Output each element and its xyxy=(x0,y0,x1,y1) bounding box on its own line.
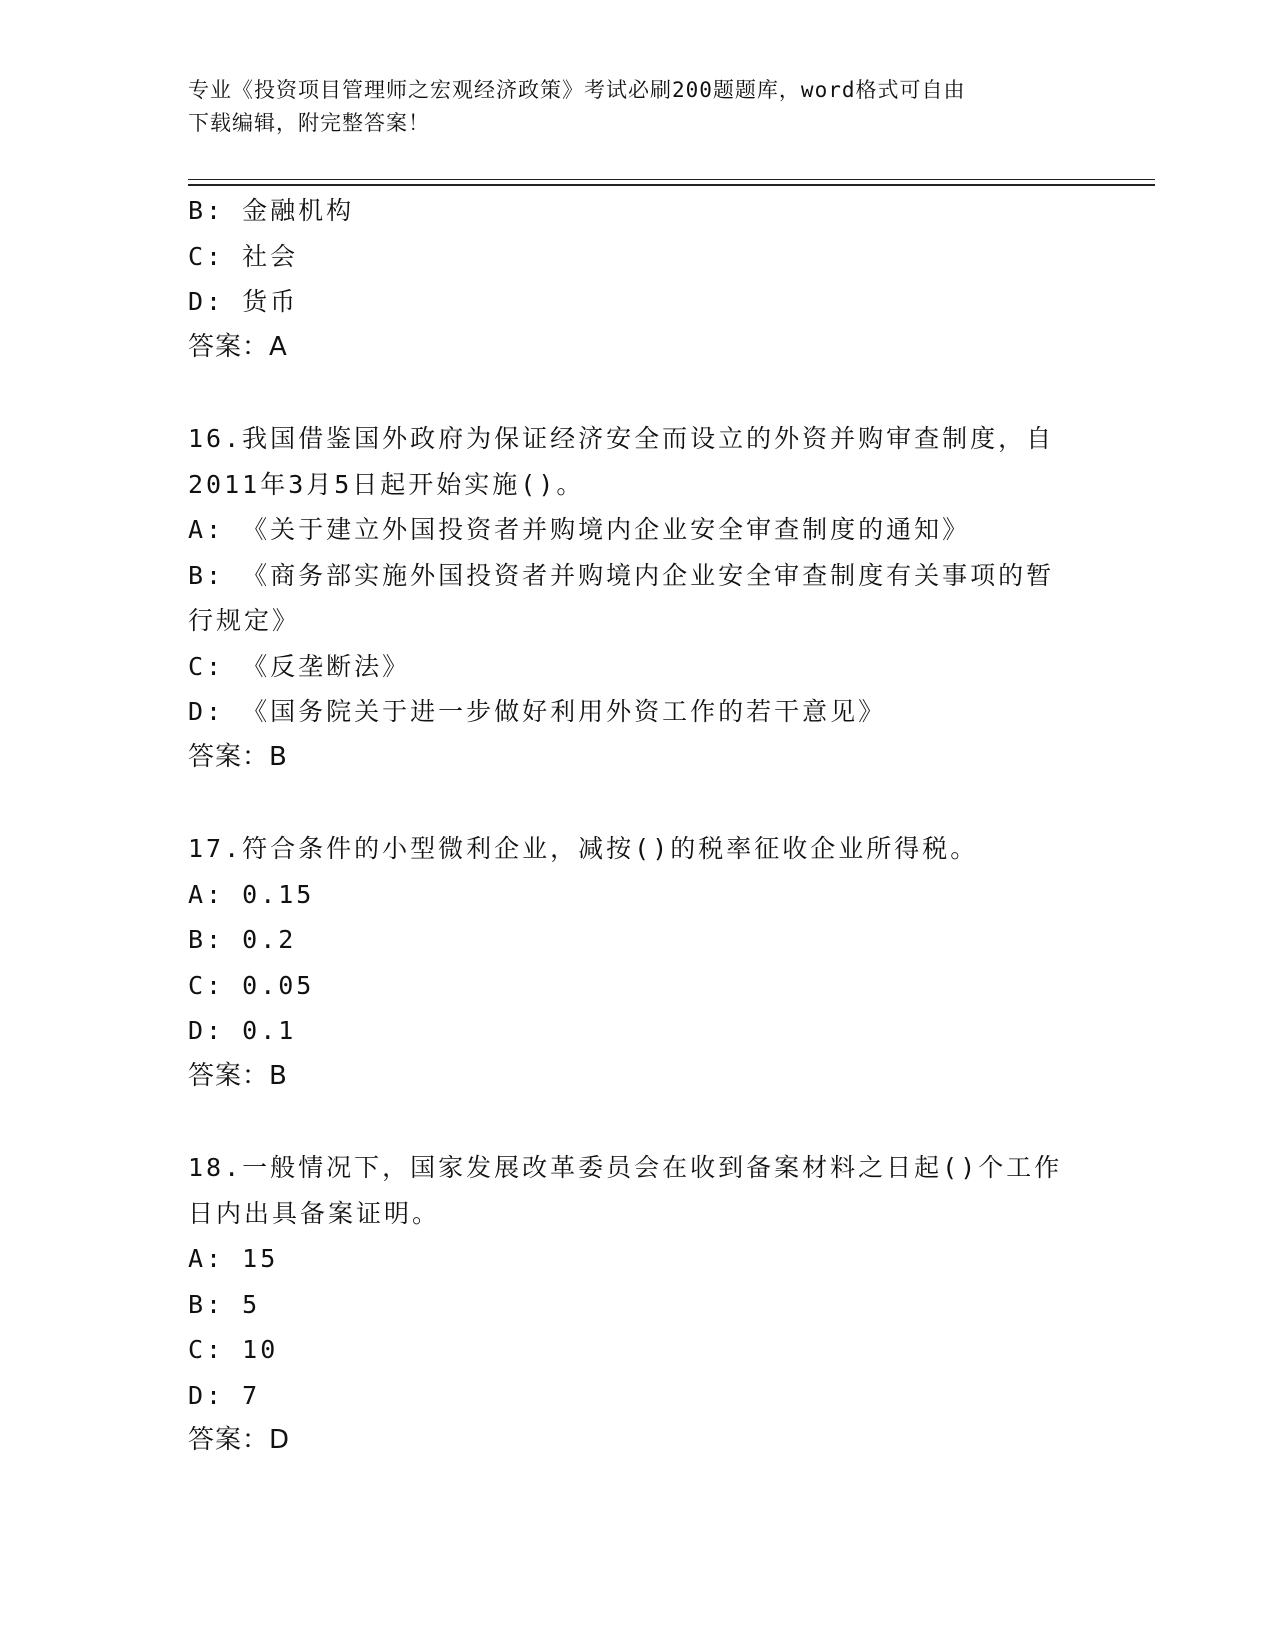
option-d: D: 货币 xyxy=(188,287,299,316)
question-stem-line: 2011年3月5日起开始实施()。 xyxy=(188,469,585,499)
option-a: A: 《关于建立外国投资者并购境内企业安全审查制度的通知》 xyxy=(188,515,971,544)
question-stem-line: 16.我国借鉴国外政府为保证经济安全而设立的外资并购审查制度，自 xyxy=(188,424,1055,453)
spacer xyxy=(188,370,1088,416)
answer-line: 答案：B xyxy=(188,741,288,772)
spacer xyxy=(188,1099,1088,1145)
question-16 xyxy=(188,416,1088,780)
option-b: B: 金融机构 xyxy=(188,196,355,225)
option-a: A: 15 xyxy=(188,1244,279,1273)
question-17 xyxy=(188,826,1088,1099)
question-content xyxy=(188,188,1088,1464)
question-18 xyxy=(188,1145,1088,1464)
answer-line: 答案：B xyxy=(188,1060,288,1091)
header-rule-thick xyxy=(188,184,1155,186)
question-stem-line: 18.一般情况下，国家发展改革委员会在收到备案材料之日起()个工作 xyxy=(188,1153,1063,1182)
option-b: B: 《商务部实施外国投资者并购境内企业安全审查制度有关事项的暂 xyxy=(188,560,1055,590)
header-line-1: 专业《投资项目管理师之宏观经济政策》考试必刷200题题库，word格式可自由 xyxy=(188,78,966,102)
document-header xyxy=(188,74,1068,140)
option-c: C: 社会 xyxy=(188,241,299,271)
answer-line: 答案：A xyxy=(188,331,288,362)
option-b: B: 5 xyxy=(188,1289,261,1319)
option-a: A: 0.15 xyxy=(188,879,315,909)
option-d: D: 7 xyxy=(188,1380,261,1410)
header-line-2: 下载编辑，附完整答案！ xyxy=(188,111,430,135)
question-stem-line: 17.符合条件的小型微利企业，减按()的税率征收企业所得税。 xyxy=(188,834,979,863)
answer-line: 答案：D xyxy=(188,1425,291,1455)
option-d: D: 《国务院关于进一步做好利用外资工作的若干意见》 xyxy=(188,697,887,726)
option-b-continued: 行规定》 xyxy=(188,606,301,635)
question-stem-line: 日内出具备案证明。 xyxy=(188,1198,441,1228)
option-c: C: 0.05 xyxy=(188,970,315,1000)
option-d: D: 0.1 xyxy=(188,1016,297,1045)
prev-question-block xyxy=(188,188,1088,370)
option-c: C: 《反垄断法》 xyxy=(188,651,411,681)
option-b: B: 0.2 xyxy=(188,925,297,954)
header-rule-thin xyxy=(188,179,1155,180)
option-c: C: 10 xyxy=(188,1335,279,1364)
spacer xyxy=(188,780,1088,826)
